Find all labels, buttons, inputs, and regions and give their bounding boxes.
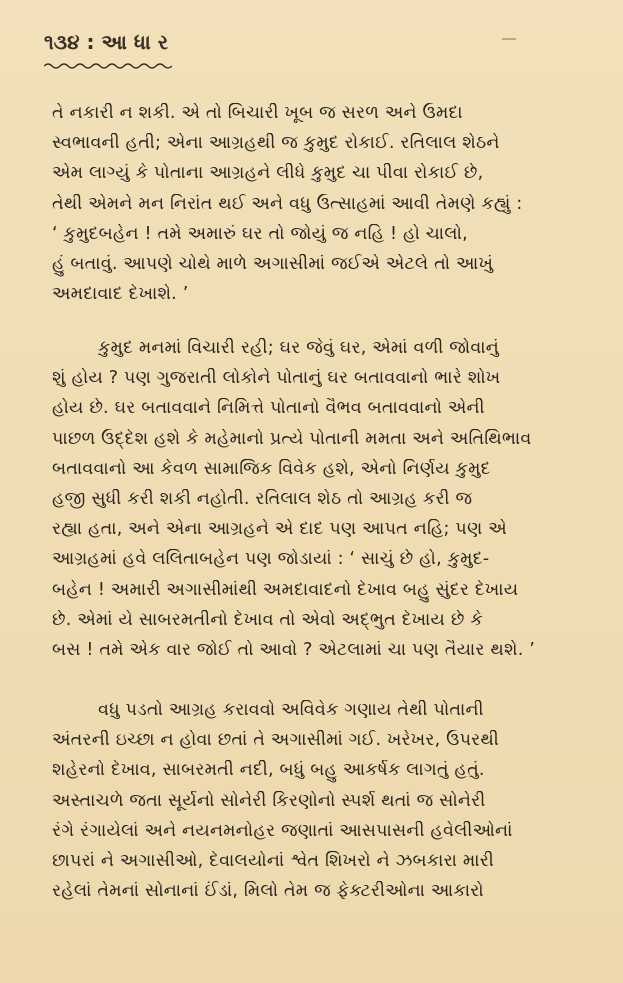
text-line: બતાવવાનો આ કેવળ સામાજિક વિવેક હશે, એનો નિર્ણય કુમુદ: [52, 458, 491, 479]
text-line: રહ્યા હતા, અને એના આગ્રહને એ દાદ પણ આપત નહિ; પણ એ: [52, 519, 507, 540]
text-line: વધુ પડતો આગ્રહ કરાવવો અવિવેક ગણાય તેથી પોતાની: [98, 700, 484, 720]
text-line: પાછળ ઉદ્દેશ હશે કે મહેમાનો પ્રત્યે પોતાની મમતા અને અતિથિભાવ: [52, 428, 532, 449]
text-line: અંતરની ઇચ્છા ન હોવા છતાં તે અગાસીમાં ગઈ. ખરેખર, ઉપરથી: [52, 730, 500, 751]
text-line: એમ લાગ્યું કે પોતાના આગ્રહને લીધે કુમુદ ચા પીવા રોકાઈ છે,: [52, 163, 484, 184]
text-line: છે. એમાં યે સાબરમતીનો દેખાવ તો એવો અદ્ભુત દેખાય છે કે: [52, 609, 483, 630]
text-line: શહેરનો દેખાવ, સાબરમતી નદી, બધું બહુ આકર્ષક લાગતું હતું.: [52, 760, 485, 781]
text-line: તે નકારી ન શકી. એ તો બિચારી ખૂબ જ સરળ અને ઉમદા: [52, 103, 463, 123]
text-line: હજી સુધી કરી શકી નહોતી. રતિલાલ શેઠ તો આગ્રહ કરી જ: [52, 489, 473, 509]
text-line: હું બતાવું. આપણે ચોથે માળે અગાસીમાં જઈએ એટલે તો આખું: [52, 254, 494, 274]
text-line: બહેન ! અમારી અગાસીમાંથી અમદાવાદનો દેખાવ બહુ સુંદર દેખાય: [52, 579, 519, 600]
text-line: અસ્તાચળે જતા સૂર્યનો સોનેરી કિરણોનો સ્પર્શ થતાં જ સોનેરી: [52, 790, 486, 811]
text-line: તેથી એમને મન નિરાંત થઈ અને વધુ ઉત્સાહમાં આવી તેમણે કહ્યું :: [52, 193, 523, 214]
text-line: સ્વભાવની હતી; એના આગ્રહથી જ કુમુદ રોકાઈ. રતિલાલ શેઠને: [52, 133, 500, 154]
text-line: બસ ! તમે એક વાર જોઈ તો આવો ? એટલામાં ચા પણ તૈયાર થશે. ’: [52, 640, 535, 660]
header-wavy-rule: [44, 62, 172, 70]
text-line: ‘ કુમુદબહેન ! તમે અમારું ઘર તો જોયું જ નહિ ! હો ચાલો,: [52, 223, 468, 244]
text-line: શું હોય ? પણ ગુજરાતી લોકોને પોતાનું ઘર બતાવવાનો ભારે શોખ: [52, 368, 501, 389]
text-line: છાપરાં ને અગાસીઓ, દેવાલયોનાં શ્વેત શિખરો ને ઝબકારા મારી: [52, 851, 494, 871]
text-line: રંગે રંગાયેલાં અને નયનમનોહર જણાતાં આસપાસની હવેલીઓનાં: [52, 820, 513, 841]
text-line: રહેલાં તેમનાં સોનાનાં ઈંડાં, મિલો તેમ જ ફેક્ટરીઓના આકારો: [52, 881, 484, 902]
page-mark: [502, 38, 516, 40]
text-line: આગ્રહમાં હવે લલિતાબહેન પણ જોડાયાં : ‘ સાચું છે હો, કુમુદ-: [52, 549, 490, 570]
text-line: અમદાવાદ દેખાશે. ’: [52, 284, 189, 305]
text-line: હોય છે. ઘર બતાવવાને નિમિત્તે પોતાનો વૈભવ બતાવવાનો એની: [52, 398, 485, 419]
text-line: કુમુદ મનમાં વિચારી રહી; ઘર જેવું ઘર, એમાં વળી જોવાનું: [98, 338, 499, 358]
running-head: ૧૩૪ : આ ધા ર: [44, 30, 169, 54]
